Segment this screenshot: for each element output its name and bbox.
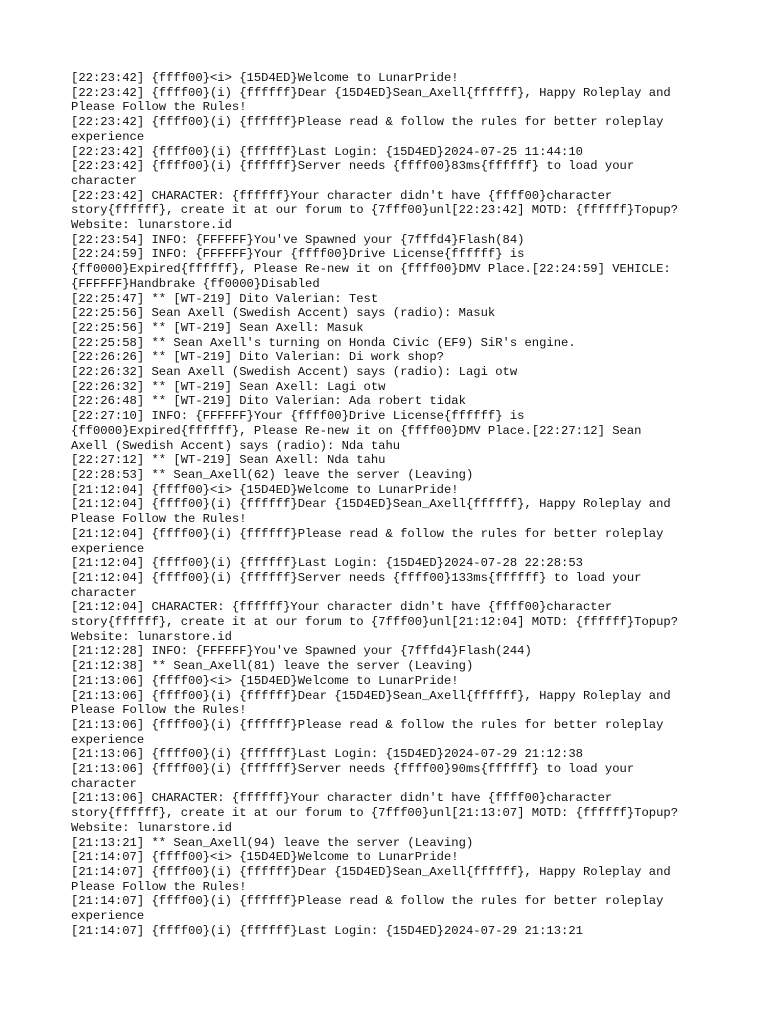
log-line: [21:12:04] {ffff00}(i) {ffffff}Last Login: {15D4ED}2024-07-28 22:28:53	[71, 556, 583, 571]
log-line: character	[71, 585, 137, 600]
log-line: [22:27:12] ** [WT-219] Sean Axell: Nda tahu	[71, 453, 386, 468]
log-line: [22:26:48] ** [WT-219] Dito Valerian: Ada robert tidak	[71, 394, 466, 409]
log-line: [21:14:07] {ffff00}(i) {ffffff}Last Login: {15D4ED}2024-07-29 21:13:21	[71, 923, 583, 938]
log-line: [21:12:04] {ffff00}(i) {ffffff}Server needs {ffff00}133ms{ffffff} to load your	[71, 570, 642, 585]
log-line: Website: lunarstore.id	[71, 820, 232, 835]
log-line: [22:23:42] {ffff00}(i) {ffffff}Server needs {ffff00}83ms{ffffff} to load your	[71, 159, 635, 174]
log-line: [22:26:26] ** [WT-219] Dito Valerian: Di work shop?	[71, 350, 444, 365]
log-line: [22:23:42] CHARACTER: {ffffff}Your character didn't have {ffff00}character	[71, 188, 613, 203]
log-line: character	[71, 776, 137, 791]
log-line: [21:13:21] ** Sean_Axell(94) leave the server (Leaving)	[71, 835, 474, 850]
chat-log-document	[71, 71, 711, 938]
log-line: [21:12:04] {ffff00}(i) {ffffff}Dear {15D4ED}Sean_Axell{ffffff}, Happy Roleplay and	[71, 497, 671, 512]
log-line: [21:14:07] {ffff00}(i) {ffffff}Please read & follow the rules for better roleplay	[71, 894, 664, 909]
log-line: [22:26:32] Sean Axell (Swedish Accent) says (radio): Lagi otw	[71, 365, 518, 380]
log-line: story{ffffff}, create it at our forum to {7fff00}unl[21:12:04] MOTD: {ffffff}Topup?	[71, 615, 679, 630]
log-line: [21:12:28] INFO: {FFFFFF}You've Spawned your {7fffd4}Flash(244)	[71, 644, 532, 659]
log-line: Please Follow the Rules!	[71, 879, 247, 894]
log-line: story{ffffff}, create it at our forum to {7fff00}unl[21:13:07] MOTD: {ffffff}Topup?	[71, 806, 679, 821]
log-line: {FFFFFF}Handbrake {ff0000}Disabled	[71, 276, 320, 291]
log-line: [21:12:04] CHARACTER: {ffffff}Your character didn't have {ffff00}character	[71, 600, 613, 615]
log-line: [22:25:56] Sean Axell (Swedish Accent) says (radio): Masuk	[71, 306, 496, 321]
log-line: {ff0000}Expired{ffffff}, Please Re-new it on {ffff00}DMV Place.[22:27:12] Sean	[71, 423, 642, 438]
log-line: [22:25:58] ** Sean Axell's turning on Honda Civic (EF9) SiR's engine.	[71, 335, 576, 350]
log-line: Website: lunarstore.id	[71, 218, 232, 233]
log-line: character	[71, 173, 137, 188]
log-line: [22:23:42] {ffff00}(i) {ffffff}Please read & follow the rules for better roleplay	[71, 115, 664, 130]
log-line: [21:14:07] {ffff00}<i> {15D4ED}Welcome to LunarPride!	[71, 850, 459, 865]
log-line: [21:13:06] {ffff00}<i> {15D4ED}Welcome to LunarPride!	[71, 673, 459, 688]
log-line: Website: lunarstore.id	[71, 629, 232, 644]
log-line: [21:12:04] {ffff00}<i> {15D4ED}Welcome to LunarPride!	[71, 482, 459, 497]
log-line: [21:12:04] {ffff00}(i) {ffffff}Please read & follow the rules for better roleplay	[71, 526, 664, 541]
log-line: {ff0000}Expired{ffffff}, Please Re-new it on {ffff00}DMV Place.[22:24:59] VEHICLE:	[71, 262, 671, 277]
log-line: [21:13:06] {ffff00}(i) {ffffff}Server needs {ffff00}90ms{ffffff} to load your	[71, 762, 635, 777]
log-line: [21:12:38] ** Sean_Axell(81) leave the server (Leaving)	[71, 659, 474, 674]
log-line: Please Follow the Rules!	[71, 100, 247, 115]
log-line: [22:23:42] {ffff00}(i) {ffffff}Last Login: {15D4ED}2024-07-25 11:44:10	[71, 144, 583, 159]
log-line: [22:23:42] {ffff00}<i> {15D4ED}Welcome to LunarPride!	[71, 71, 459, 85]
log-line: [21:13:06] CHARACTER: {ffffff}Your character didn't have {ffff00}character	[71, 791, 613, 806]
log-line: [21:14:07] {ffff00}(i) {ffffff}Dear {15D4ED}Sean_Axell{ffffff}, Happy Roleplay and	[71, 864, 671, 879]
log-line: experience	[71, 129, 145, 144]
log-line: [22:23:42] {ffff00}(i) {ffffff}Dear {15D4ED}Sean_Axell{ffffff}, Happy Roleplay and	[71, 85, 671, 100]
log-line: [21:13:06] {ffff00}(i) {ffffff}Please read & follow the rules for better roleplay	[71, 717, 664, 732]
log-line: [22:25:56] ** [WT-219] Sean Axell: Masuk	[71, 320, 364, 335]
log-line: experience	[71, 732, 145, 747]
log-line: Axell (Swedish Accent) says (radio): Nda tahu	[71, 438, 401, 453]
log-line: [22:25:47] ** [WT-219] Dito Valerian: Test	[71, 291, 379, 306]
log-line: Please Follow the Rules!	[71, 703, 247, 718]
log-line: story{ffffff}, create it at our forum to {7fff00}unl[22:23:42] MOTD: {ffffff}Topup?	[71, 203, 679, 218]
log-line: experience	[71, 909, 145, 924]
log-line: experience	[71, 541, 145, 556]
log-line: [21:13:06] {ffff00}(i) {ffffff}Dear {15D4ED}Sean_Axell{ffffff}, Happy Roleplay and	[71, 688, 671, 703]
log-line: [22:28:53] ** Sean_Axell(62) leave the server (Leaving)	[71, 467, 474, 482]
log-line: [22:24:59] INFO: {FFFFFF}Your {ffff00}Drive License{ffffff} is	[71, 247, 525, 262]
log-line: Please Follow the Rules!	[71, 512, 247, 527]
log-line: [22:27:10] INFO: {FFFFFF}Your {ffff00}Drive License{ffffff} is	[71, 409, 525, 424]
log-line: [22:26:32] ** [WT-219] Sean Axell: Lagi otw	[71, 379, 386, 394]
log-line: [21:13:06] {ffff00}(i) {ffffff}Last Login: {15D4ED}2024-07-29 21:12:38	[71, 747, 583, 762]
log-line: [22:23:54] INFO: {FFFFFF}You've Spawned your {7fffd4}Flash(84)	[71, 232, 525, 247]
log-lines	[71, 71, 711, 938]
